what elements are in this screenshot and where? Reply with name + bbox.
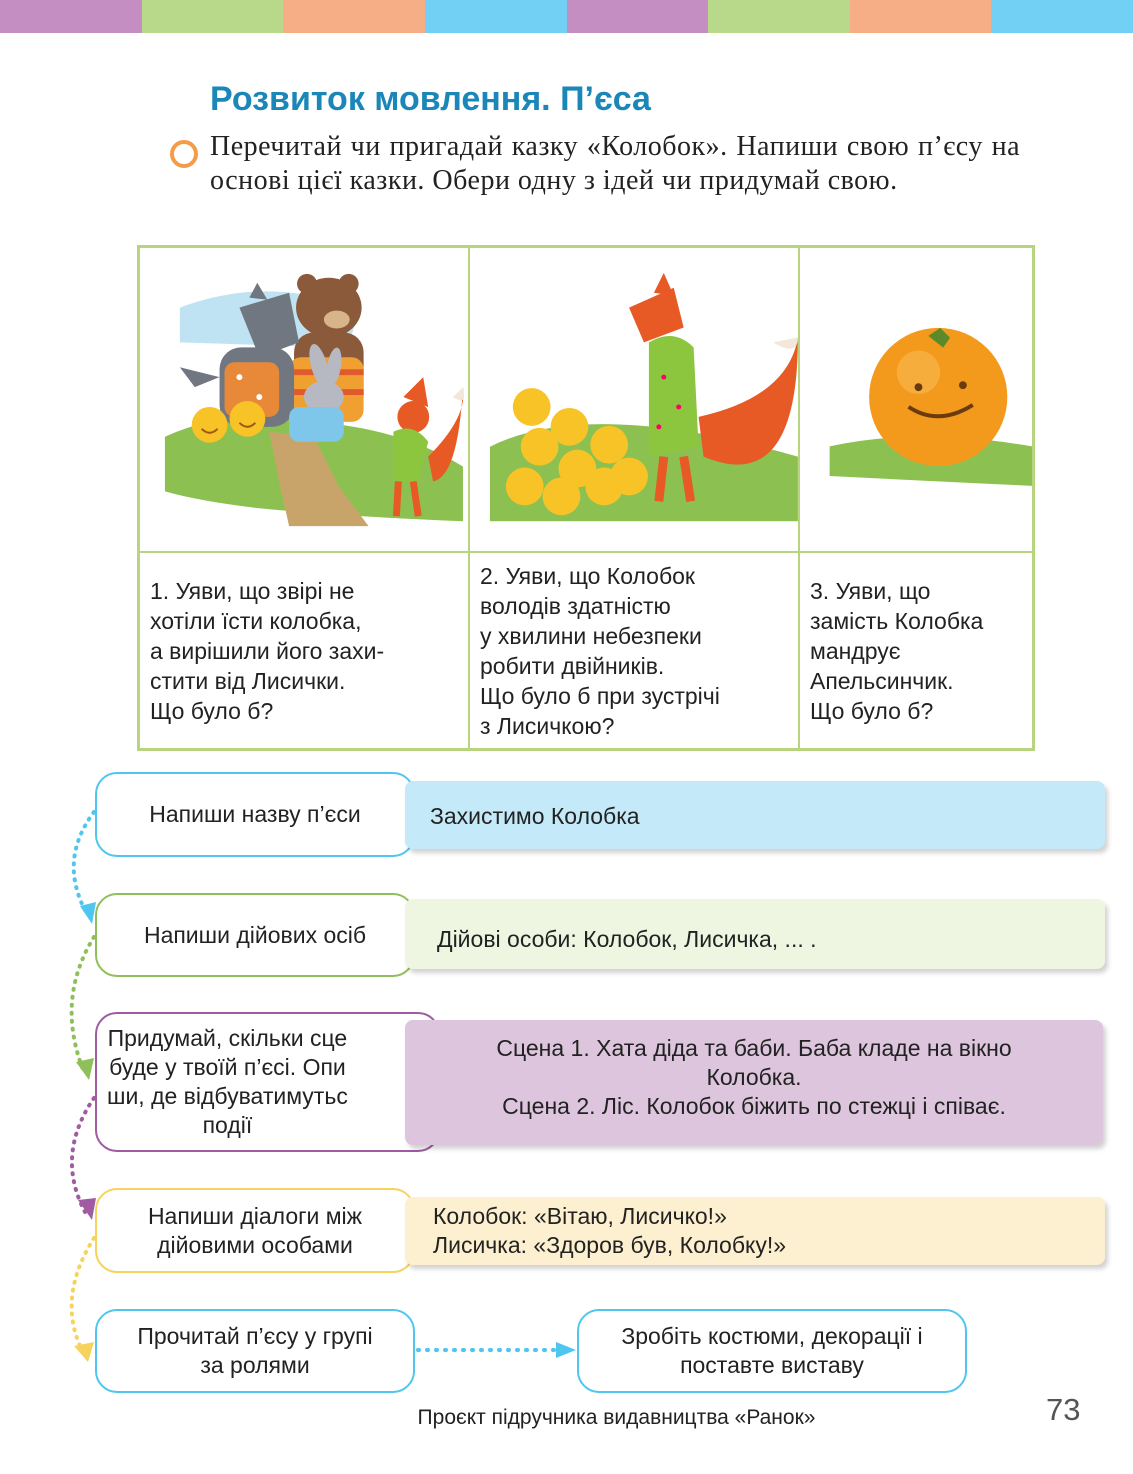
stripe-segment (142, 0, 284, 33)
stripe-segment (567, 0, 709, 33)
final-step-label: Зробіть костюми, декорації і поставте виставу (577, 1309, 967, 1393)
stripe-segment (0, 0, 142, 33)
footer-publisher: Проєкт підручника видавництва «Ранок» (417, 1406, 816, 1429)
step-3-answer-field[interactable]: Сцена 1. Хата діда та баби. Баба кладе на вікно Колобка. Сцена 2. Ліс. Колобок біжить по стежці і співає. (405, 1020, 1103, 1145)
illustration-animals-protect-kolobok (140, 248, 470, 553)
idea-3-text: 3. Уяви, що замість Колобка мандрує Апельсинчик. Що було б? (810, 577, 984, 724)
step-4-label: Напиши діалоги між дійовими особами (95, 1188, 415, 1273)
step-2-answer-field[interactable]: Дійові особи: Колобок, Лисичка, ... . (405, 899, 1105, 969)
idea-3 (800, 553, 1032, 748)
idea-2-text: 2. Уяви, що Колобок володів здатністю у хвилини небезпеки робити двійників. Що було б при зустрічі з Лисичкою? (480, 562, 720, 739)
idea-2 (470, 553, 800, 748)
step-2-label: Напиши дійових осіб (95, 893, 415, 977)
stripe-segment (708, 0, 850, 33)
orange-illustration (800, 248, 1032, 551)
step-1-answer-field[interactable]: Захистимо Колобка (405, 781, 1105, 849)
step-5-label: Прочитай п’єсу у групі за ролями (95, 1309, 415, 1393)
ideas-table (137, 245, 1035, 751)
step-3-label: Придумай, скільки сце буде у твоїй п’єсі. Опи ши, де відбуватимутьс події (95, 1012, 440, 1152)
stripe-segment (991, 0, 1133, 33)
step-1-label: Напиши назву п’єси (95, 772, 415, 857)
animals-fox-illustration (140, 248, 468, 551)
kolobok-twins-fox-illustration (470, 248, 798, 551)
top-color-stripe (0, 0, 1133, 33)
stripe-segment (425, 0, 567, 33)
step-4-answer-field[interactable]: Колобок: «Вітаю, Лисичко!» Лисичка: «Здоров був, Колобку!» (405, 1197, 1105, 1265)
task-bullet-icon (170, 140, 198, 168)
stripe-segment (283, 0, 425, 33)
idea-1-text: 1. Уяви, що звірі не хотіли їсти колобка, а вирішили його захи- стити від Лисички. Що було б? (150, 577, 385, 724)
page-title: Розвиток мовлення. П’єса (210, 80, 651, 118)
illustration-kolobok-twins (470, 248, 800, 553)
stripe-segment (850, 0, 992, 33)
page-number: 73 (1046, 1392, 1081, 1427)
illustration-orange (800, 248, 1032, 553)
task-text: Перечитай чи пригадай казку «Колобок». Напиши свою п’єсу на основі цієї казки. Обери одну з ідей чи придумай свою. (210, 131, 1020, 196)
idea-1 (140, 553, 470, 748)
